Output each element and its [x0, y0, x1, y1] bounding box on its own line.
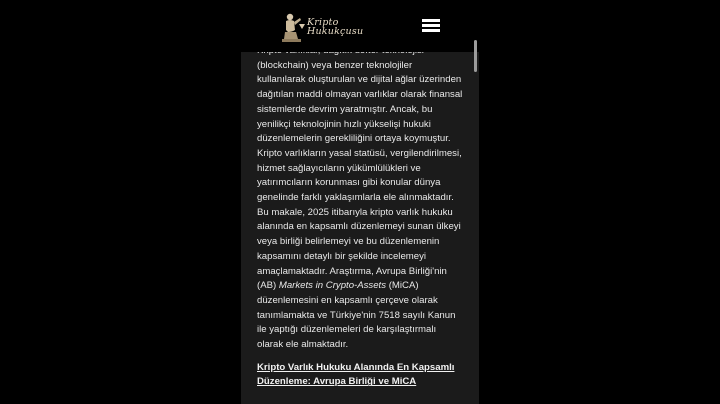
article-line: Bu makale, 2025 itibarıyla kripto varlık hukuku [257, 206, 453, 218]
heading-line-1: Kripto Varlık Hukuku Alanında En Kapsamlı [257, 361, 455, 373]
article-line: düzenlemesini en kapsamlı çerçeve olarak [257, 294, 438, 306]
mica-suffix: (MiCA) [386, 280, 419, 292]
logo-wordmark [307, 18, 363, 36]
article-line: Kripto varlıkların yasal statüsü, vergilendirilmesi, [257, 147, 462, 159]
mica-prefix: (AB) [257, 280, 279, 292]
section-heading-link[interactable] [257, 361, 469, 390]
mobile-page [241, 0, 479, 404]
article-line: hizmet sağlayıcıların yükümlülükleri ve [257, 162, 421, 174]
article-line: düzenlemelerin gerekliliğini ortaya koymuştur. [257, 133, 451, 145]
article-paragraph [257, 44, 469, 353]
article-line: yenilikçi teknolojinin hızlı yükselişi hukuki [257, 118, 431, 130]
article-body [257, 44, 469, 390]
article-line: tanımlamakta ve Türkiye'nin 7518 sayılı Kanun [257, 309, 456, 321]
mica-italic-title: Markets in Crypto-Assets [278, 280, 387, 292]
site-header [241, 0, 479, 52]
article-line: kullanılarak oluşturulan ve dijital ağlar üzerinden [257, 74, 462, 86]
article-line: veya birliği belirlemeyi ve bu düzenlemenin [257, 236, 440, 248]
article-line: amaçlamaktadır. Araştırma, Avrupa Birliği'nin [257, 265, 447, 277]
article-line: (blockchain) veya benzer teknolojiler [257, 59, 413, 71]
article-line: yatırımcıların korunması gibi konular dünya [257, 177, 441, 189]
logo-line-2: Hukukçusu [307, 26, 364, 37]
article-line: sistemlerde devrim yaratmıştır. Ancak, bu [257, 103, 433, 115]
article-line: kapsamını detaylı bir şekilde incelemeyi [257, 250, 427, 262]
site-logo[interactable] [281, 12, 364, 42]
article-line: dağıtılan maddi olmayan varlıklar olarak finansal [257, 89, 463, 101]
article-line: genelinde farklı yaklaşımlarla ele alınmaktadır. [257, 192, 454, 204]
scrollbar-thumb[interactable] [474, 40, 477, 72]
article-line: ile yaptığı düzenlemeleri de karşılaştırmalı [257, 324, 437, 336]
article-line: olarak ele almaktadır. [257, 339, 349, 351]
statue-figure-icon [281, 12, 307, 42]
hamburger-menu-icon[interactable] [422, 19, 440, 35]
logo-line-1: Kripto [307, 17, 339, 28]
article-line: alanında en kapsamlı düzenlemeyi sunan ülkeyi [257, 221, 461, 233]
article-line-mica [257, 279, 469, 294]
heading-line-2: Düzenleme: Avrupa Birliği ve MiCA [257, 376, 417, 388]
